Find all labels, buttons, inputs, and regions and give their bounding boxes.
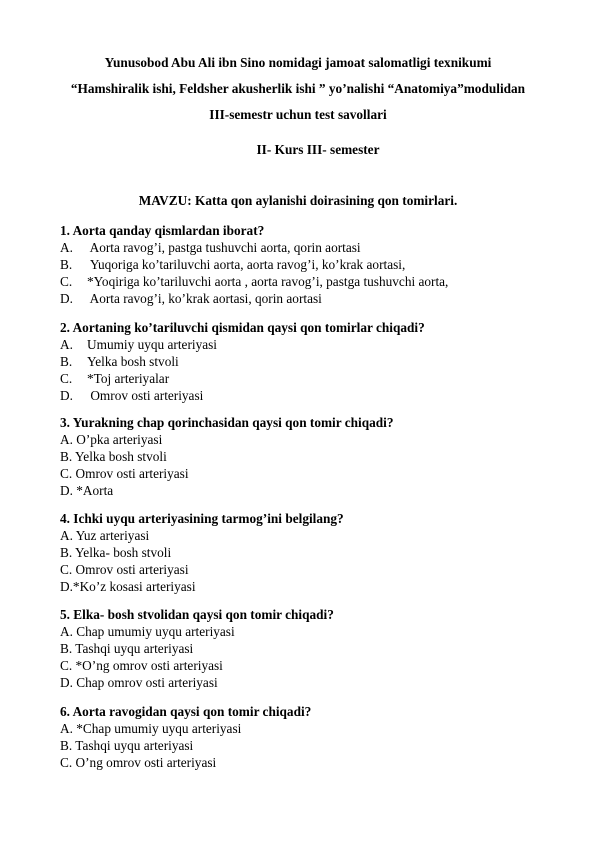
question-5 bbox=[60, 607, 580, 692]
question-2 bbox=[60, 320, 580, 405]
option-letter: D. bbox=[60, 388, 73, 403]
answer-option-a bbox=[60, 337, 580, 354]
answer-option-c: C. O’ng omrov osti arteriyasi bbox=[60, 755, 217, 770]
answer-option-b: B. Tashqi uyqu arteriyasi bbox=[60, 738, 194, 753]
institution-title: Yunusobod Abu Ali ibn Sino nomidagi jamoat salomatligi texnikumi bbox=[104, 55, 492, 70]
question-title: 5. Elka- bosh stvolidan qaysi qon tomir chiqadi? bbox=[60, 607, 334, 622]
answer-option-c bbox=[60, 371, 580, 388]
question-title: 1. Aorta qanday qismlardan iborat? bbox=[60, 223, 265, 238]
answer-option-d: D. Chap omrov osti arteriyasi bbox=[60, 675, 218, 690]
question-title: 2. Aortaning ko’tariluvchi qismidan qaysi qon tomirlar chiqadi? bbox=[60, 320, 425, 335]
option-text: Yuqoriga ko’tariluvchi aorta, aorta ravog’i, ko’krak aortasi, bbox=[89, 257, 406, 272]
option-letter: B. bbox=[60, 257, 73, 272]
answer-option-c: C. Omrov osti arteriyasi bbox=[60, 466, 189, 481]
answer-option-b: B. Yelka- bosh stvoli bbox=[60, 545, 172, 560]
answer-option-b bbox=[60, 354, 580, 371]
option-letter: A. bbox=[60, 337, 73, 352]
answer-option-d: D. *Aorta bbox=[60, 483, 114, 498]
option-letter: D. bbox=[60, 291, 73, 306]
answer-option-c: C. *O’ng omrov osti arteriyasi bbox=[60, 658, 223, 673]
program-title: “Hamshiralik ishi, Feldsher akusherlik ishi ” yo’nalishi “Anatomiya”modulidan bbox=[70, 81, 526, 96]
question-title: 4. Ichki uyqu arteriyasining tarmog’ini belgilang? bbox=[60, 511, 344, 526]
option-letter: C. bbox=[60, 274, 73, 289]
answer-option-d: D.*Ko’z kosasi arteriyasi bbox=[60, 579, 196, 594]
option-letter: B. bbox=[60, 354, 73, 369]
course-title: II- Kurs III- semester bbox=[256, 142, 380, 157]
answer-option-a bbox=[60, 240, 580, 257]
answer-option-c: C. Omrov osti arteriyasi bbox=[60, 562, 189, 577]
option-text: *Toj arteriyalar bbox=[87, 371, 170, 386]
option-letter: C. bbox=[60, 371, 73, 386]
option-text: *Yoqiriga ko’tariluvchi aorta , aorta ravog’i, pastga tushuvchi aorta, bbox=[87, 274, 449, 289]
answer-option-d bbox=[60, 291, 580, 308]
answer-option-a: A. *Chap umumiy uyqu arteriyasi bbox=[60, 721, 242, 736]
answer-option-a: A. Chap umumiy uyqu arteriyasi bbox=[60, 624, 235, 639]
option-text: Aorta ravog’i, pastga tushuvchi aorta, qorin aortasi bbox=[89, 240, 361, 255]
option-text: Omrov osti arteriyasi bbox=[90, 388, 204, 403]
question-title: 6. Aorta ravogidan qaysi qon tomir chiqadi? bbox=[60, 704, 312, 719]
topic-heading: MAVZU: Katta qon aylanishi doirasining qon tomirlari. bbox=[138, 193, 458, 208]
question-4 bbox=[60, 511, 580, 596]
question-6 bbox=[60, 704, 580, 772]
option-text: Umumiy uyqu arteriyasi bbox=[87, 337, 217, 352]
question-title: 3. Yurakning chap qorinchasidan qaysi qon tomir chiqadi? bbox=[60, 415, 394, 430]
question-3 bbox=[60, 415, 580, 500]
answer-option-b: B. Yelka bosh stvoli bbox=[60, 449, 167, 464]
answer-option-d bbox=[60, 388, 580, 405]
option-text: Yelka bosh stvoli bbox=[87, 354, 179, 369]
answer-option-c bbox=[60, 274, 580, 291]
answer-option-b: B. Tashqi uyqu arteriyasi bbox=[60, 641, 194, 656]
question-1 bbox=[60, 223, 580, 308]
option-letter: A. bbox=[60, 240, 73, 255]
option-text: Aorta ravog’i, ko’krak aortasi, qorin aortasi bbox=[89, 291, 322, 306]
answer-option-b bbox=[60, 257, 580, 274]
answer-option-a: A. O’pka arteriyasi bbox=[60, 432, 163, 447]
semester-title: III-semestr uchun test savollari bbox=[209, 107, 387, 122]
answer-option-a: A. Yuz arteriyasi bbox=[60, 528, 150, 543]
